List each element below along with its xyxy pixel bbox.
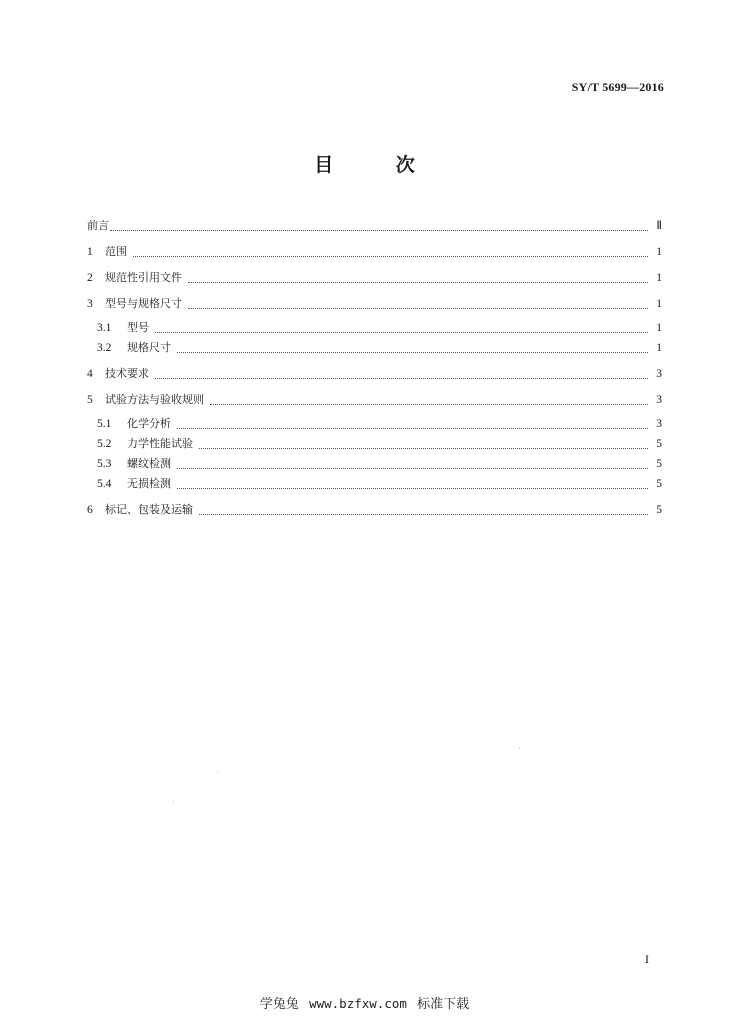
toc-entry-label: 力学性能试验 (127, 437, 193, 450)
toc-entry-label: 螺纹检测 (127, 457, 171, 470)
toc-entry-5-4[interactable] (87, 476, 662, 492)
dot-leader (177, 352, 648, 353)
toc-entry-page: 3 (656, 394, 662, 406)
page-title: 目 次 (314, 154, 443, 176)
toc-entry-number: 5.2 (97, 438, 112, 450)
toc-entry-page: 1 (656, 246, 662, 258)
toc-entry-6[interactable] (87, 502, 662, 518)
dot-leader (188, 308, 648, 309)
toc-entry-label: 前言 (87, 219, 109, 232)
toc-entry-3-1[interactable] (87, 320, 662, 336)
dot-leader (199, 448, 648, 449)
scan-speck (217, 772, 218, 773)
footer-url[interactable]: www.bzfxw.com (309, 996, 407, 1011)
toc-entry-page: 1 (656, 272, 662, 284)
toc-entry-label: 范围 (105, 245, 127, 258)
toc-entry-label: 规格尺寸 (127, 341, 171, 354)
toc-entry-number: 1 (87, 246, 93, 258)
dot-leader (210, 404, 648, 405)
toc-entry-foreword[interactable] (87, 218, 662, 234)
toc-entry-page: 3 (656, 418, 662, 430)
toc-entry-label: 型号 (127, 321, 149, 334)
toc-entry-page: Ⅱ (656, 220, 662, 232)
toc-entry-label: 试验方法与验收规则 (105, 393, 204, 406)
toc-entry-page: 5 (656, 504, 662, 516)
dot-leader (155, 332, 648, 333)
toc-entry-label: 型号与规格尺寸 (105, 297, 182, 310)
toc-entry-page: 5 (656, 478, 662, 490)
footer-tagline: 标准下载 (417, 997, 470, 1012)
dot-leader (177, 428, 648, 429)
toc-entry-5-2[interactable] (87, 436, 662, 452)
page-number: I (645, 952, 649, 966)
toc-entry-page: 1 (656, 342, 662, 354)
toc-entry-4[interactable] (87, 366, 662, 382)
toc-entry-number: 3 (87, 298, 93, 310)
toc-entry-5-3[interactable] (87, 456, 662, 472)
toc-entry-page: 1 (656, 322, 662, 334)
toc-entry-label: 化学分析 (127, 417, 171, 430)
toc-entry-page: 5 (656, 438, 662, 450)
toc-entry-5[interactable] (87, 392, 662, 408)
toc-entry-label: 规范性引用文件 (105, 271, 182, 284)
toc-entry-5-1[interactable] (87, 416, 662, 432)
toc-entry-number: 2 (87, 272, 93, 284)
toc-entry-number: 3.2 (97, 342, 112, 354)
toc-entry-3-2[interactable] (87, 340, 662, 356)
toc-entry-number: 5.4 (97, 478, 112, 490)
dot-leader (155, 378, 648, 379)
standard-code: SY/T 5699—2016 (571, 80, 664, 94)
toc-entry-label: 技术要求 (105, 367, 149, 380)
toc-entry-page: 3 (656, 368, 662, 380)
toc-entry-2[interactable] (87, 270, 662, 286)
footer-watermark (0, 993, 729, 1012)
toc-entry-number: 3.1 (97, 322, 112, 334)
toc-entry-page: 5 (656, 458, 662, 470)
toc-entry-page: 1 (656, 298, 662, 310)
toc-entry-1[interactable] (87, 244, 662, 260)
table-of-contents (87, 218, 662, 518)
toc-entry-number: 5 (87, 394, 93, 406)
toc-entry-number: 5.1 (97, 418, 112, 430)
toc-entry-number: 5.3 (97, 458, 112, 470)
scan-speck (173, 801, 174, 802)
toc-entry-label: 无损检测 (127, 477, 171, 490)
toc-entry-number: 4 (87, 368, 93, 380)
dot-leader (188, 282, 648, 283)
dot-leader (110, 230, 648, 231)
toc-entry-3[interactable] (87, 296, 662, 312)
toc-entry-label: 标记、包装及运输 (105, 503, 193, 516)
dot-leader (177, 468, 648, 469)
dot-leader (199, 514, 648, 515)
scan-speck (519, 748, 520, 749)
toc-entry-number: 6 (87, 504, 93, 516)
dot-leader (177, 488, 648, 489)
dot-leader (133, 256, 648, 257)
footer-site-name: 学兔兔 (259, 997, 299, 1012)
